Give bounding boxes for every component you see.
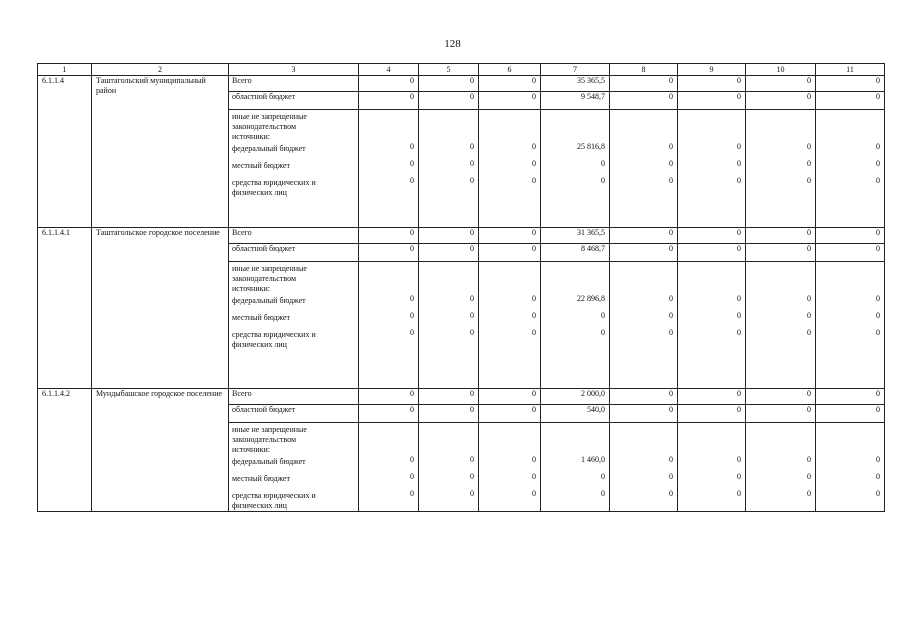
other-sources-values [419, 262, 479, 389]
other-sources-header: иные не запрещенные законодательством источники: [232, 264, 307, 293]
value-cell: 0 [816, 405, 885, 423]
value-cell: 0 [479, 405, 541, 423]
value-cell: 0 [876, 489, 880, 498]
value-cell: 0 [737, 311, 741, 320]
value-cell: 0 [807, 328, 811, 337]
other-sources-values [479, 423, 541, 512]
column-header: 2 [92, 64, 229, 76]
value-cell: 0 [816, 244, 885, 262]
section-total-row [38, 228, 885, 244]
value-cell: 0 [601, 311, 605, 320]
column-header: 4 [359, 64, 419, 76]
value-cell: 0 [807, 176, 811, 185]
value-cell: 0 [601, 472, 605, 481]
table-body [38, 64, 885, 512]
value-cell: 0 [737, 472, 741, 481]
value-cell: 2 000,0 [541, 389, 610, 405]
column-header: 11 [816, 64, 885, 76]
value-cell: 0 [669, 472, 673, 481]
row-label: средства юридических и физических лиц [232, 178, 316, 197]
value-cell: 0 [359, 76, 419, 92]
value-cell: 0 [746, 389, 816, 405]
row-label: федеральный бюджет [232, 144, 306, 153]
value-cell: 0 [532, 294, 536, 303]
value-cell: 0 [532, 328, 536, 337]
other-sources-values [479, 110, 541, 228]
row-label: местный бюджет [232, 474, 290, 483]
value-cell: 0 [876, 311, 880, 320]
value-cell: 0 [479, 244, 541, 262]
value-cell: 0 [669, 489, 673, 498]
value-cell: 0 [470, 159, 474, 168]
value-cell: 0 [532, 472, 536, 481]
other-sources-values [816, 423, 885, 512]
row-label: федеральный бюджет [232, 296, 306, 305]
column-number-row [38, 64, 885, 76]
value-cell: 0 [532, 455, 536, 464]
section-code: 6.1.1.4.1 [38, 228, 92, 389]
row-label: Всего [229, 76, 359, 92]
value-cell: 0 [610, 244, 678, 262]
value-cell: 0 [479, 228, 541, 244]
value-cell: 0 [470, 294, 474, 303]
value-cell: 0 [669, 455, 673, 464]
column-header: 1 [38, 64, 92, 76]
section-total-row [38, 389, 885, 405]
row-label: областной бюджет [229, 92, 359, 110]
row-label: средства юридических и физических лиц [232, 330, 316, 349]
value-cell: 0 [807, 159, 811, 168]
value-cell: 0 [419, 405, 479, 423]
column-header: 8 [610, 64, 678, 76]
value-cell: 0 [737, 294, 741, 303]
value-cell: 0 [532, 489, 536, 498]
value-cell: 22 896,8 [577, 294, 605, 303]
value-cell: 0 [737, 489, 741, 498]
value-cell: 25 816,8 [577, 142, 605, 151]
value-cell: 0 [746, 228, 816, 244]
value-cell: 0 [601, 159, 605, 168]
value-cell: 0 [532, 311, 536, 320]
page-number: 128 [444, 38, 461, 50]
value-cell: 0 [876, 455, 880, 464]
value-cell: 0 [669, 159, 673, 168]
value-cell: 0 [410, 159, 414, 168]
value-cell: 0 [816, 389, 885, 405]
value-cell: 0 [669, 311, 673, 320]
value-cell: 0 [737, 328, 741, 337]
value-cell: 0 [359, 244, 419, 262]
value-cell: 0 [807, 472, 811, 481]
value-cell: 0 [610, 228, 678, 244]
value-cell: 0 [807, 142, 811, 151]
other-sources-values [359, 110, 419, 228]
value-cell: 31 365,5 [541, 228, 610, 244]
value-cell: 0 [669, 328, 673, 337]
other-sources-values [479, 262, 541, 389]
section-name: Мундыбашское городское поселение [92, 389, 229, 512]
value-cell: 0 [532, 142, 536, 151]
other-sources-header: иные не запрещенные законодательством источники: [232, 425, 307, 454]
value-cell: 0 [737, 455, 741, 464]
value-cell: 0 [479, 389, 541, 405]
value-cell: 0 [678, 92, 746, 110]
column-header: 5 [419, 64, 479, 76]
other-sources-values [359, 262, 419, 389]
value-cell: 0 [807, 455, 811, 464]
value-cell: 0 [669, 142, 673, 151]
column-header: 6 [479, 64, 541, 76]
other-sources-labels [229, 262, 359, 389]
other-sources-header: иные не запрещенные законодательством источники: [232, 112, 307, 141]
column-header: 7 [541, 64, 610, 76]
value-cell: 0 [470, 455, 474, 464]
column-header: 9 [678, 64, 746, 76]
value-cell: 0 [470, 176, 474, 185]
value-cell: 0 [737, 176, 741, 185]
value-cell: 1 460,0 [581, 455, 605, 464]
value-cell: 0 [816, 228, 885, 244]
other-sources-values [359, 423, 419, 512]
other-sources-values [678, 262, 746, 389]
value-cell: 0 [678, 228, 746, 244]
other-sources-values [678, 110, 746, 228]
row-label: федеральный бюджет [232, 457, 306, 466]
value-cell: 0 [737, 142, 741, 151]
value-cell: 0 [876, 328, 880, 337]
other-sources-labels [229, 110, 359, 228]
value-cell: 0 [359, 405, 419, 423]
value-cell: 0 [816, 76, 885, 92]
other-sources-values [746, 262, 816, 389]
other-sources-values [419, 110, 479, 228]
value-cell: 0 [532, 176, 536, 185]
value-cell: 0 [876, 472, 880, 481]
value-cell: 0 [601, 176, 605, 185]
column-header: 3 [229, 64, 359, 76]
value-cell: 0 [746, 405, 816, 423]
value-cell: 0 [876, 159, 880, 168]
other-sources-values [419, 423, 479, 512]
value-cell: 0 [601, 489, 605, 498]
budget-table [37, 63, 885, 512]
value-cell: 0 [419, 92, 479, 110]
value-cell: 0 [470, 489, 474, 498]
value-cell: 0 [410, 489, 414, 498]
other-sources-values [610, 262, 678, 389]
value-cell: 0 [807, 311, 811, 320]
value-cell: 0 [678, 405, 746, 423]
row-label: местный бюджет [232, 313, 290, 322]
value-cell: 0 [410, 328, 414, 337]
other-sources-values [541, 262, 610, 389]
value-cell: 0 [746, 92, 816, 110]
value-cell: 0 [359, 92, 419, 110]
value-cell: 0 [470, 472, 474, 481]
row-label: Всего [229, 389, 359, 405]
row-label: местный бюджет [232, 161, 290, 170]
column-header: 10 [746, 64, 816, 76]
value-cell: 0 [359, 228, 419, 244]
value-cell: 35 365,5 [541, 76, 610, 92]
value-cell: 0 [410, 311, 414, 320]
other-sources-values [541, 423, 610, 512]
section-total-row [38, 76, 885, 92]
value-cell: 0 [669, 294, 673, 303]
section-code: 6.1.1.4 [38, 76, 92, 228]
row-label: областной бюджет [229, 405, 359, 423]
other-sources-labels [229, 423, 359, 512]
value-cell: 0 [610, 92, 678, 110]
value-cell: 0 [410, 142, 414, 151]
value-cell: 0 [470, 142, 474, 151]
other-sources-values [746, 110, 816, 228]
value-cell: 0 [479, 92, 541, 110]
value-cell: 0 [419, 244, 479, 262]
section-name: Таштагольское городское поселение [92, 228, 229, 389]
value-cell: 0 [470, 311, 474, 320]
value-cell: 0 [876, 294, 880, 303]
row-label: областной бюджет [229, 244, 359, 262]
value-cell: 0 [532, 159, 536, 168]
value-cell: 8 468,7 [541, 244, 610, 262]
value-cell: 0 [410, 176, 414, 185]
other-sources-values [678, 423, 746, 512]
value-cell: 0 [601, 328, 605, 337]
value-cell: 0 [678, 244, 746, 262]
value-cell: 0 [419, 389, 479, 405]
value-cell: 0 [807, 294, 811, 303]
other-sources-values [746, 423, 816, 512]
value-cell: 0 [746, 76, 816, 92]
value-cell: 0 [876, 176, 880, 185]
value-cell: 0 [737, 159, 741, 168]
row-label: средства юридических и физических лиц [232, 491, 316, 510]
other-sources-values [610, 423, 678, 512]
row-label: Всего [229, 228, 359, 244]
other-sources-values [610, 110, 678, 228]
value-cell: 0 [419, 76, 479, 92]
value-cell: 0 [610, 405, 678, 423]
other-sources-values [541, 110, 610, 228]
value-cell: 0 [410, 455, 414, 464]
value-cell: 0 [419, 228, 479, 244]
value-cell: 0 [678, 389, 746, 405]
value-cell: 0 [669, 176, 673, 185]
value-cell: 0 [816, 92, 885, 110]
value-cell: 0 [678, 76, 746, 92]
value-cell: 0 [470, 328, 474, 337]
value-cell: 0 [876, 142, 880, 151]
other-sources-values [816, 110, 885, 228]
value-cell: 0 [610, 389, 678, 405]
section-name: Таштагольский муниципальный район [92, 76, 229, 228]
value-cell: 0 [479, 76, 541, 92]
section-code: 6.1.1.4.2 [38, 389, 92, 512]
value-cell: 540,0 [541, 405, 610, 423]
value-cell: 0 [359, 389, 419, 405]
other-sources-values [816, 262, 885, 389]
value-cell: 9 548,7 [541, 92, 610, 110]
value-cell: 0 [807, 489, 811, 498]
value-cell: 0 [410, 472, 414, 481]
value-cell: 0 [746, 244, 816, 262]
value-cell: 0 [410, 294, 414, 303]
value-cell: 0 [610, 76, 678, 92]
